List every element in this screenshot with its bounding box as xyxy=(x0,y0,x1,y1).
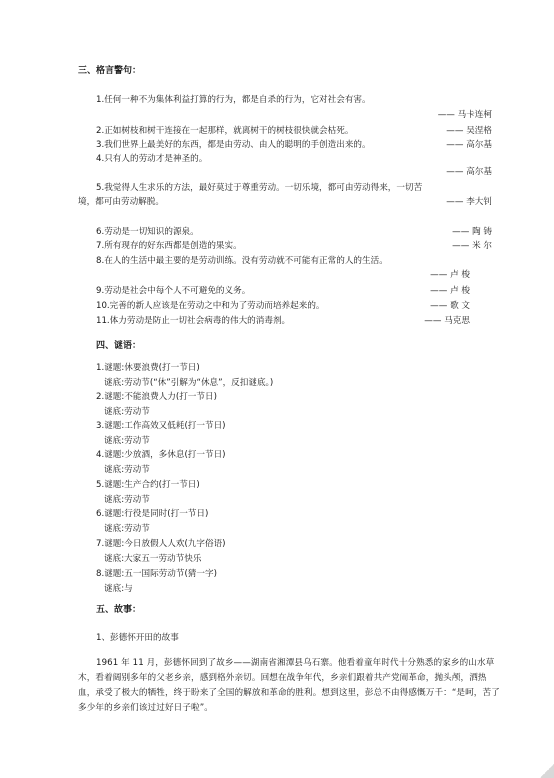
quote-text: 7.所有现存的好东西都是创造的果实。 xyxy=(96,241,242,251)
riddle-answer: 谜底:劳动节 xyxy=(104,495,150,505)
quote-author: —— 米 尔 xyxy=(452,241,492,251)
story-paragraph: 1961 年 11 月，彭德怀回到了故乡——湖南省湘潭县乌石寨。他看着童年时代十分熟悉的家乡的山水草木，看着阔别多年的父老乡亲，感到格外亲切。回想在战争年代，乡亲们跟着共产党闹革命，抛头颅，洒热血，承受了极大的牺牲，终于盼来了全国的解放和革命的胜利。想到这里，彭总不由得感慨万千：“是呵，苦了多少年的乡亲们该过过好日子啦”。 xyxy=(78,658,500,713)
quote-text: 1.任何一种不为集体利益打算的行为，都是自杀的行为，它对社会有害。 xyxy=(96,95,371,105)
quote-author: —— 卢 梭 xyxy=(430,270,470,280)
quote-author: —— 高尔基 xyxy=(446,167,492,177)
quote-text: 11.体力劳动是防止一切社会病毒的伟大的消毒剂。 xyxy=(96,316,291,326)
riddle-answer: 谜底:大家五一劳动节快乐 xyxy=(104,554,202,564)
riddle-question: 7.谜题:今日放假人人欢(九字俗语) xyxy=(96,539,226,549)
riddle-answer: 谜底:劳动节 xyxy=(104,407,150,417)
quote-text-continuation: 境，都可由劳动解脱。 xyxy=(78,197,164,207)
quote-author: —— 卢 梭 xyxy=(430,286,470,296)
quote-author: —— 歌 文 xyxy=(430,301,470,311)
section-heading-riddles: 四、谜语： xyxy=(96,341,142,351)
riddle-question: 8.谜题:五一国际劳动节(猜一字) xyxy=(96,569,217,579)
riddle-answer: 谜底:劳动节 xyxy=(104,436,150,446)
riddle-question: 2.谜题:不能浪费人力(打一节日) xyxy=(96,392,217,402)
quote-author: —— 李大钊 xyxy=(446,197,492,207)
quote-text: 10.完善的新人应该是在劳动之中和为了劳动而培养起来的。 xyxy=(96,301,325,311)
quote-text: 8.在人的生活中最主要的是劳动训练。没有劳动就不可能有正常的人的生活。 xyxy=(96,256,388,266)
section-heading-quotes: 三、格言警句： xyxy=(78,66,142,76)
quote-author: —— 马卡连柯 xyxy=(437,110,492,120)
story-title: 1、彭德怀开田的故事 xyxy=(96,633,179,643)
riddle-question: 4.谜题:少放酒，多休息(打一节日) xyxy=(96,450,226,460)
riddle-answer: 谜底:劳动节 xyxy=(104,524,150,534)
quote-author: —— 吴涅格 xyxy=(446,126,492,136)
riddle-question: 6.谜题:行役是同时(打一节日) xyxy=(96,509,209,519)
page-curl-decoration xyxy=(540,764,554,778)
riddle-answer: 谜底:劳动节 xyxy=(104,465,150,475)
quote-text: 9.劳动是社会中每个人不可避免的义务。 xyxy=(96,286,251,296)
quote-author: —— 马克思 xyxy=(424,316,470,326)
quote-text: 6.劳动是一切知识的源泉。 xyxy=(96,227,199,237)
quote-text: 4.只有人的劳动才是神圣的。 xyxy=(96,154,208,164)
riddle-answer: 谜底:劳动节(“休”引解为“休息”，反扣谜底。) xyxy=(104,378,274,388)
quote-text: 2.正如树枝和树干连接在一起那样，就离树干的树枝很快就会枯死。 xyxy=(96,126,354,136)
section-heading-stories: 五、故事： xyxy=(96,605,142,615)
riddle-question: 3.谜题:工作高效又低耗(打一节日) xyxy=(96,421,226,431)
quote-text: 5.我觉得人生求乐的方法，最好莫过于尊重劳动。一切乐境，都可由劳动得来，一切苦 xyxy=(96,183,423,193)
riddle-answer: 谜底:与 xyxy=(104,584,133,594)
quote-author: —— 陶 铸 xyxy=(452,227,492,237)
quote-text: 3.我们世界上最美好的东西，都是由劳动、由人的聪明的手创造出来的。 xyxy=(96,140,371,150)
riddle-question: 5.谜题:生产合约(打一节日) xyxy=(96,480,200,490)
quote-author: —— 高尔基 xyxy=(446,140,492,150)
riddle-question: 1.谜题:休要浪费(打一节日) xyxy=(96,363,200,373)
